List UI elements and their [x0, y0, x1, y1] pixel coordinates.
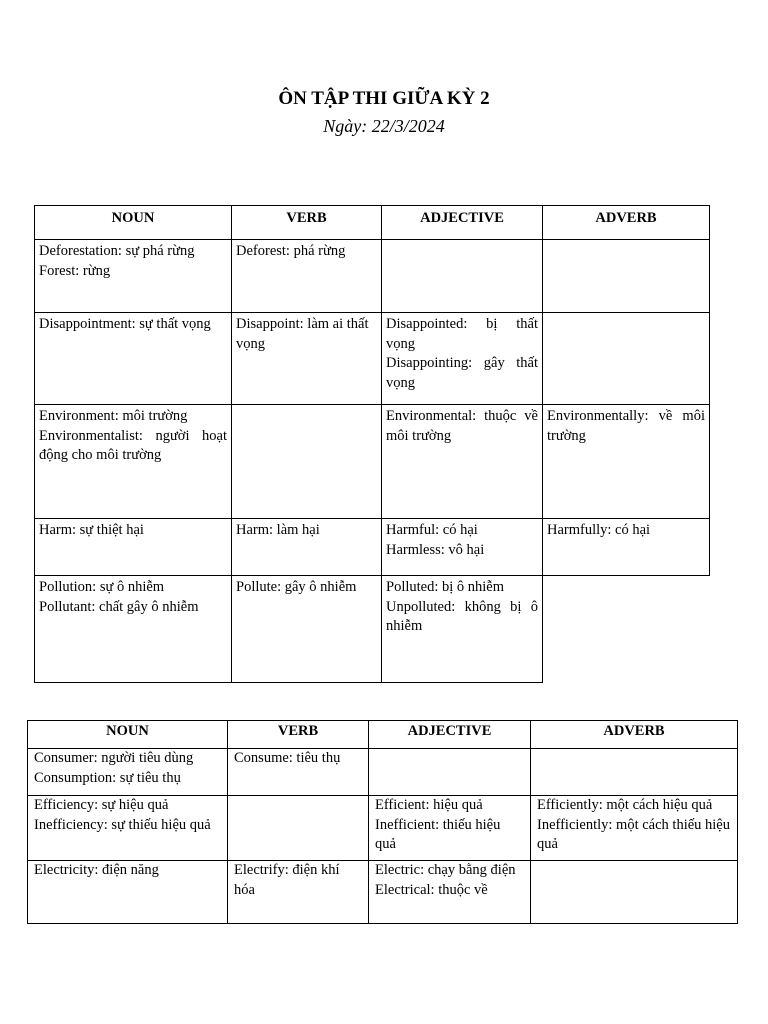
adverb-cell — [543, 240, 710, 313]
entry: Disappointing: gây thất vọng — [386, 355, 538, 391]
verb-cell — [228, 749, 369, 796]
adverb-cell — [531, 749, 738, 796]
entry: Forest: rừng — [39, 262, 111, 279]
table-header-row — [35, 206, 710, 240]
entry: Environmental: thuộc về môi trường — [386, 408, 538, 444]
adjective-cell — [382, 519, 543, 576]
table-row — [28, 749, 738, 796]
table-row — [28, 861, 738, 924]
entry: Environment: môi trường — [39, 408, 188, 424]
entry: Inefficient: thiếu hiệu quả — [375, 816, 501, 852]
adjective-cell — [382, 240, 543, 313]
table-row — [28, 796, 738, 861]
verb-cell — [228, 861, 369, 924]
entry: Inefficiently: một cách thiếu hiệu quả — [537, 816, 730, 852]
table-row — [35, 405, 710, 519]
verb-cell — [228, 796, 369, 861]
adverb-cell — [543, 519, 710, 576]
header-adverb: ADVERB — [531, 721, 738, 749]
adverb-cell — [531, 861, 738, 924]
entry: Consumption: sự tiêu thụ — [34, 769, 181, 786]
verb-cell — [232, 519, 382, 576]
entry: Efficiency: sự hiệu quả — [34, 797, 169, 813]
entry: Environmentalist: người hoạt động cho môi trường — [39, 427, 227, 463]
noun-cell — [35, 576, 232, 683]
entry: Electrify: điện khí hóa — [234, 862, 340, 898]
entry: Inefficiency: sự thiếu hiệu quả — [34, 816, 211, 833]
noun-cell — [35, 405, 232, 519]
entry: Harmful: có hại — [386, 522, 478, 538]
noun-cell — [35, 240, 232, 313]
entry: Pollutant: chất gây ô nhiễm — [39, 598, 199, 615]
header-adjective: ADJECTIVE — [382, 206, 543, 240]
table-row — [35, 313, 710, 405]
table-row — [35, 240, 710, 313]
table-row — [35, 519, 710, 576]
header-adjective: ADJECTIVE — [369, 721, 531, 749]
entry: Efficient: hiệu quả — [375, 797, 483, 813]
entry: Efficiently: một cách hiệu quả — [537, 797, 713, 813]
adjective-cell — [382, 313, 543, 405]
noun-cell — [28, 749, 228, 796]
adjective-cell — [369, 749, 531, 796]
entry: Electric: chạy bằng điện — [375, 862, 516, 878]
entry: Environmentally: về môi trường — [547, 408, 705, 444]
adverb-cell — [543, 313, 710, 405]
entry: Harm: sự thiệt hại — [39, 522, 144, 538]
table-header-row — [28, 721, 738, 749]
entry: Polluted: bị ô nhiễm — [386, 579, 505, 595]
entry: Electricity: điện năng — [34, 862, 159, 878]
document-title: ÔN TẬP THI GIỮA KỲ 2 — [278, 88, 490, 109]
entry: Disappoint: làm ai thất vọng — [236, 316, 369, 352]
header-noun: NOUN — [35, 206, 232, 240]
entry: Deforestation: sự phá rừng — [39, 243, 195, 259]
adverb-cell — [531, 796, 738, 861]
entry: Consumer: người tiêu dùng — [34, 750, 194, 766]
entry: Consume: tiêu thụ — [234, 750, 341, 766]
entry: Harm: làm hại — [236, 522, 320, 538]
header-verb: VERB — [232, 206, 382, 240]
entry: Pollute: gây ô nhiễm — [236, 579, 357, 595]
header-adverb: ADVERB — [543, 206, 710, 240]
table-row — [35, 576, 710, 683]
adjective-cell — [369, 796, 531, 861]
verb-cell — [232, 240, 382, 313]
noun-cell — [35, 313, 232, 405]
adverb-cell — [543, 576, 710, 683]
verb-cell — [232, 313, 382, 405]
entry: Electrical: thuộc về — [375, 881, 488, 898]
noun-cell — [35, 519, 232, 576]
noun-cell — [28, 861, 228, 924]
entry: Harmless: vô hại — [386, 541, 485, 558]
entry: Disappointed: bị thất vọng — [386, 316, 538, 352]
word-forms-table-2 — [27, 720, 738, 924]
header-noun: NOUN — [28, 721, 228, 749]
entry: Unpolluted: không bị ô nhiễm — [386, 598, 538, 634]
entry: Deforest: phá rừng — [236, 243, 346, 259]
verb-cell — [232, 405, 382, 519]
adverb-cell — [543, 405, 710, 519]
adjective-cell — [369, 861, 531, 924]
noun-cell — [28, 796, 228, 861]
document-date: Ngày: 22/3/2024 — [323, 116, 445, 136]
header-verb: VERB — [228, 721, 369, 749]
adjective-cell — [382, 405, 543, 519]
word-forms-table-1 — [34, 205, 710, 683]
verb-cell — [232, 576, 382, 683]
entry: Disappointment: sự thất vọng — [39, 316, 211, 332]
adjective-cell — [382, 576, 543, 683]
entry: Harmfully: có hại — [547, 522, 651, 538]
entry: Pollution: sự ô nhiễm — [39, 579, 165, 595]
